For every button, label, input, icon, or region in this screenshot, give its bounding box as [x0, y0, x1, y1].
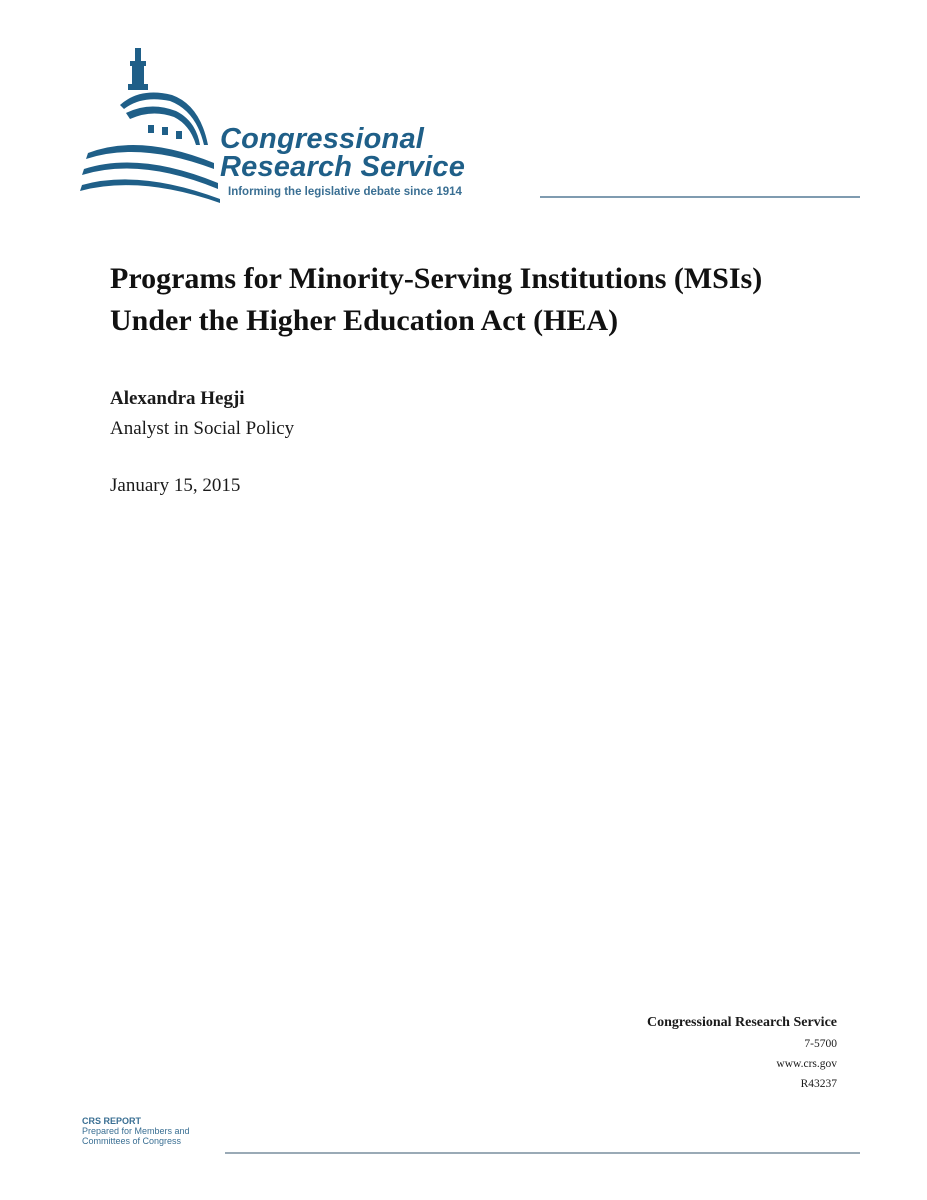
report-label-heading: CRS REPORT — [82, 1116, 142, 1126]
logo-wordmark — [220, 125, 465, 181]
document-title: Programs for Minority-Serving Institutions (MSIs) Under the Higher Education Act (HEA) — [110, 262, 763, 337]
author-role: Analyst in Social Policy — [110, 418, 295, 439]
author-name: Alexandra Hegji — [110, 388, 245, 409]
crs-logo — [80, 45, 870, 210]
crs-report-label — [82, 1116, 190, 1146]
capitol-dome-icon — [80, 45, 225, 205]
report-code: R43237 — [800, 1078, 837, 1090]
report-label-line1: Prepared for Members and — [82, 1126, 190, 1136]
logo-tagline: Informing the legislative debate since 1914 — [228, 186, 462, 198]
footer-rule — [225, 1152, 860, 1154]
header-rule — [540, 196, 860, 198]
crs-name: Congressional Research Service — [646, 1015, 837, 1030]
crs-number: 7-5700 — [804, 1038, 837, 1050]
logo-name-line2: Research Service — [220, 151, 466, 183]
crs-website: www.crs.gov — [776, 1058, 837, 1070]
report-label-line2: Committees of Congress — [82, 1136, 182, 1146]
logo-name-line1: Congressional — [220, 123, 425, 155]
publication-date: January 15, 2015 — [110, 475, 241, 496]
crs-info-block — [647, 1012, 837, 1094]
